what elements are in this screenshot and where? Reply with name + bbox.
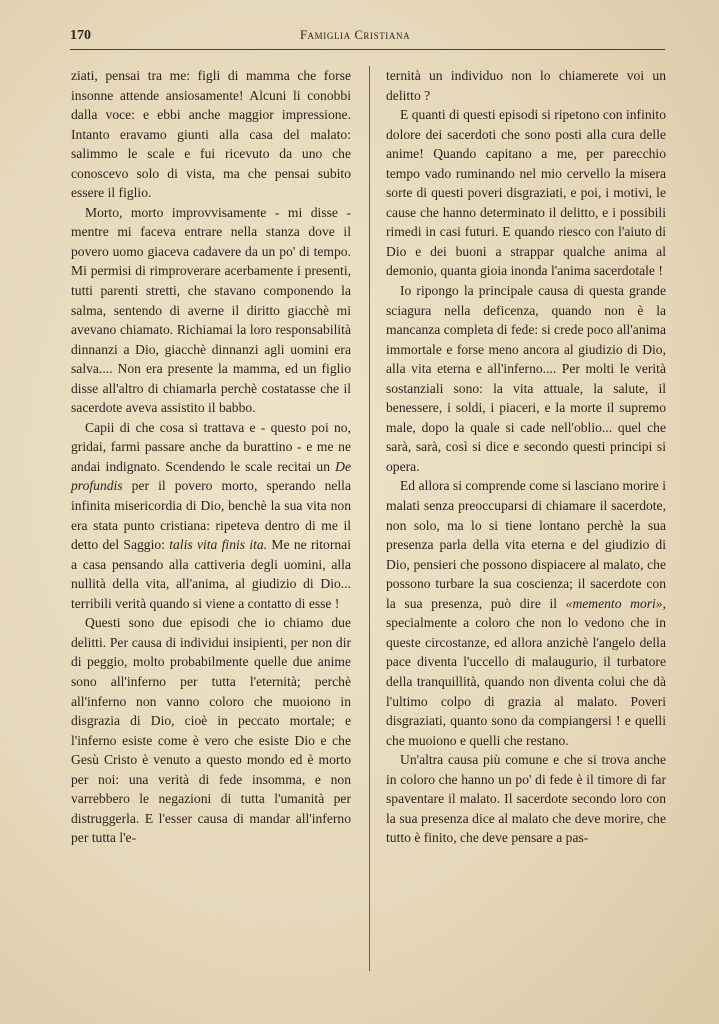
paragraph-text: per il povero morto, sperando nella infinita misericordia di Dio, benchè la sua vita non era stata punto cristiana: ripeteva dentro di me il detto del Saggio: bbox=[71, 478, 351, 553]
paragraph-text: Me ne ritornai a casa pensando alla cattiveria degli uomini, alla nullità della vita, all'anima, al giudizio di Dio... terribili verità quando si viene a contatto di esse ! bbox=[71, 537, 351, 611]
paragraph-text: , specialmente a coloro che non lo vedono che in queste circostanze, ed allora anzichè l'angelo della pace diventa l'uccello di malaugurio, il turbatore della tranquillità, quando non diventa colui che dà l'ultimo colpo di grazia al malato. Poveri disgraziati, quanto sono da compiangersi ! e quelli che muoiono e quelli che restano. bbox=[386, 595, 667, 748]
column-divider bbox=[369, 66, 370, 971]
running-title: Famiglia Cristiana bbox=[300, 28, 411, 42]
paragraph bbox=[386, 476, 666, 750]
paragraph-text: Ed allora si comprende come si lasciano morire i malati senza preoccuparsi di chiamare il sacerdote, non solo, ma lo si tiene lontano perchè la sua presenza parla della vita eterna e del giudizio di Dio, pensieri che possono dispiacere al malato, che possono turbare la sua coscienza; il sacerdote con la sua presenza, può dire il bbox=[386, 478, 666, 611]
paragraph: Morto, morto improvvisamente - mi disse - mentre mi faceva entrare nella stanza dove il povero uomo giaceva cadavere da un po' di tempo. Mi permisi di rimproverare acerbamente i presenti, tutti parenti stretti, che stavano componendo la salma, sentendo di averne il diritto giacchè mi avevano chiamato. Richiamai la loro responsabilità dinnanzi a Dio, giacchè dinnanzi agli uomini era salva.... Non era presente la mamma, ed un figlio disse all'altro di chiamarla perchè costatasse che il sacerdote aveva assistito il babbo. bbox=[71, 204, 351, 416]
paragraph-text: Capii di che cosa si trattava e - questo poi no, gridai, farmi passare anche da burattino - e me ne andai indignato. Scendendo le scale recitai un bbox=[71, 419, 351, 474]
paragraph: Questi sono due episodi che io chiamo due delitti. Per causa di individui insipienti, per non dir di peggio, molto probabilmente quelle due anime sono all'inferno per tutta l'eternità; perchè all'inferno non vanno coloro che muoiono in disgrazia di Dio, cioè in peccato mortale; e l'inferno esiste come è vero che esiste Dio e che Gesù Cristo è venuto a questo mondo ed è morto per noi: una verità di fede insomma, e non varrebbero le negazioni di tutta l'umanità per distruggerla. E l'esser causa di mandar all'inferno per tutta l'e- bbox=[71, 615, 351, 846]
paragraph bbox=[71, 418, 351, 613]
paragraph: ternità un individuo non lo chiamerete voi un delitto ? bbox=[386, 68, 666, 103]
page-header bbox=[70, 28, 665, 52]
paragraph: ziati, pensai tra me: figli di mamma che forse insonne attende ansiosamente! Alcuni li conobbi dalla voce: e ebbi anche maggior impressione. Intanto eravamo giunti alla casa del malato: salimmo le scale e fui ricevuto da uno che conoscevo solo di vista, ma che pensai subito essere il figlio. bbox=[71, 68, 351, 201]
page-number: 170 bbox=[70, 28, 91, 43]
italic-text: talis vita finis ita. bbox=[169, 537, 268, 553]
paragraph: E quanti di questi episodi si ripetono con infinito dolore dei sacerdoti che sono posti alla cura delle anime! Quando capitano a me, per parecchio tempo vado ruminando nel mio cervello la misera sorte di questi poveri disgraziati, e poi, i motivi, le cause che hanno determinato il delitto, e i possibili rimedi in casi futuri. E quando riesco con l'aiuto di Dio e dei buoni a strappar qualche anima al demonio, quanta gioia inonda l'anima sacerdotale ! bbox=[386, 107, 666, 279]
paragraph: Io ripongo la principale causa di questa grande sciagura nella deficenza, quando non è la mancanza completa di fede: si crede poco all'anima immortale e forse meno ancora al giudizio di Dio, alla vita eterna e all'inferno.... Per molti le verità sostanziali sono: la vita attuale, la salute, il benessere, i soldi, i piaceri, e la morte il supremo male, dopo la quale si cade nell'oblio... quel che sarà, sarà, così si dice e secondo questi principi si opera. bbox=[386, 283, 666, 474]
header-rule bbox=[70, 49, 665, 50]
left-column bbox=[71, 66, 351, 848]
right-column bbox=[386, 66, 666, 848]
italic-text: De profundis bbox=[71, 458, 351, 494]
paragraph: Un'altra causa più comune e che si trova anche in coloro che hanno un po' di fede è il timore di far spaventare il malato. Il sacerdote secondo loro con la sua presenza dice al malato che deve morire, che tutto è finito, che deve pensare a pas- bbox=[386, 752, 666, 846]
italic-text: «memento mori» bbox=[565, 595, 663, 611]
